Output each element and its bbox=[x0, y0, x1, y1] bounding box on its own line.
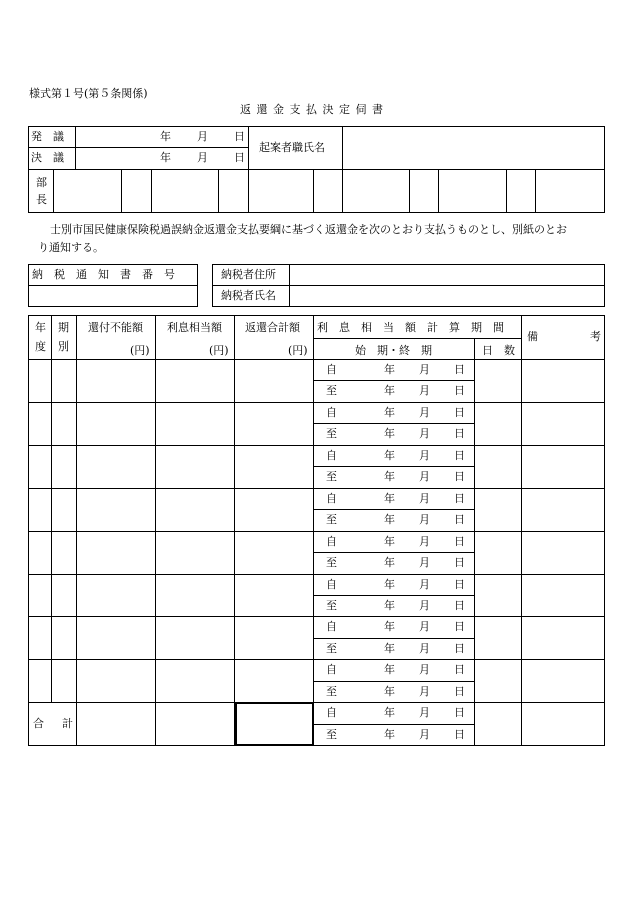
header-biko-2: 考 bbox=[590, 330, 601, 343]
ketsugi-day: 日 bbox=[234, 151, 245, 164]
period-start-label: 自 bbox=[326, 620, 337, 633]
notice-number-label: 納 税 通 知 書 番 号 bbox=[32, 268, 175, 281]
period-end-day: 日 bbox=[454, 556, 465, 569]
header-period: 利 息 相 当 額 計 算 期 間 bbox=[317, 321, 504, 334]
period-end-year: 年 bbox=[384, 470, 395, 483]
page-title: 返 還 金 支 払 決 定 伺 書 bbox=[240, 103, 384, 116]
period-start-month: 月 bbox=[419, 406, 430, 419]
header-kanpu-unit: (円) bbox=[130, 344, 150, 357]
period-end-year: 年 bbox=[384, 384, 395, 397]
header-henkan-gokei: 返還合計額 bbox=[245, 321, 300, 334]
ketsugi-year: 年 bbox=[160, 151, 171, 164]
period-start-month: 月 bbox=[419, 363, 430, 376]
hatsugi-month: 月 bbox=[197, 130, 208, 143]
period-start-year: 年 bbox=[384, 363, 395, 376]
period-start-label: 自 bbox=[326, 535, 337, 548]
period-start-month: 月 bbox=[419, 535, 430, 548]
ketsugi-month: 月 bbox=[197, 151, 208, 164]
period-start-year: 年 bbox=[384, 406, 395, 419]
period-start-month: 月 bbox=[419, 663, 430, 676]
period-end-label: 至 bbox=[326, 728, 337, 741]
period-start-month: 月 bbox=[419, 706, 430, 719]
period-end-label: 至 bbox=[326, 685, 337, 698]
period-start-day: 日 bbox=[454, 578, 465, 591]
header-rishi-soto: 利息相当額 bbox=[167, 321, 222, 334]
period-end-year: 年 bbox=[384, 427, 395, 440]
hatsugi-year: 年 bbox=[160, 130, 171, 143]
period-end-day: 日 bbox=[454, 470, 465, 483]
period-end-month: 月 bbox=[419, 728, 430, 741]
bucho-label-1: 部 bbox=[36, 176, 47, 189]
hatsugi-day: 日 bbox=[234, 130, 245, 143]
period-end-label: 至 bbox=[326, 513, 337, 526]
period-start-month: 月 bbox=[419, 449, 430, 462]
period-end-day: 日 bbox=[454, 728, 465, 741]
period-start-year: 年 bbox=[384, 492, 395, 505]
period-start-label: 自 bbox=[326, 363, 337, 376]
ketsugi-label: 決 議 bbox=[31, 151, 64, 164]
statement-line-1: 士別市国民健康保険税過誤納金返還金支払要綱に基づく返還金を次のとおり支払うものとし、別紙のとお bbox=[50, 223, 567, 236]
period-end-month: 月 bbox=[419, 642, 430, 655]
period-start-day: 日 bbox=[454, 492, 465, 505]
taxpayer-address-label: 納税者住所 bbox=[221, 268, 276, 281]
period-end-label: 至 bbox=[326, 384, 337, 397]
period-start-label: 自 bbox=[326, 449, 337, 462]
period-end-day: 日 bbox=[454, 642, 465, 655]
period-end-month: 月 bbox=[419, 513, 430, 526]
period-end-year: 年 bbox=[384, 599, 395, 612]
period-start-label: 自 bbox=[326, 663, 337, 676]
period-start-year: 年 bbox=[384, 578, 395, 591]
header-henkan-unit: (円) bbox=[288, 344, 308, 357]
period-end-day: 日 bbox=[454, 427, 465, 440]
period-start-label: 自 bbox=[326, 492, 337, 505]
header-kanpu-funo: 還付不能額 bbox=[88, 321, 143, 334]
period-start-year: 年 bbox=[384, 449, 395, 462]
period-end-month: 月 bbox=[419, 685, 430, 698]
period-end-day: 日 bbox=[454, 599, 465, 612]
period-end-label: 至 bbox=[326, 470, 337, 483]
period-start-day: 日 bbox=[454, 449, 465, 462]
total-amount-cell bbox=[235, 702, 314, 746]
header-kibetsu-1: 期 bbox=[58, 321, 69, 334]
header-nendo-2: 度 bbox=[35, 340, 46, 353]
period-end-year: 年 bbox=[384, 642, 395, 655]
statement-line-2: り通知する。 bbox=[38, 241, 104, 254]
period-end-day: 日 bbox=[454, 685, 465, 698]
taxpayer-name-label: 納税者氏名 bbox=[221, 289, 276, 302]
period-end-day: 日 bbox=[454, 384, 465, 397]
period-start-month: 月 bbox=[419, 620, 430, 633]
period-start-label: 自 bbox=[326, 578, 337, 591]
period-start-year: 年 bbox=[384, 706, 395, 719]
header-nendo-1: 年 bbox=[35, 321, 46, 334]
period-start-day: 日 bbox=[454, 535, 465, 548]
drafter-label: 起案者職氏名 bbox=[259, 141, 325, 154]
period-start-day: 日 bbox=[454, 620, 465, 633]
period-end-month: 月 bbox=[419, 470, 430, 483]
period-start-label: 自 bbox=[326, 406, 337, 419]
header-kibetsu-2: 別 bbox=[58, 340, 69, 353]
period-end-label: 至 bbox=[326, 599, 337, 612]
period-start-year: 年 bbox=[384, 663, 395, 676]
period-end-month: 月 bbox=[419, 599, 430, 612]
period-start-year: 年 bbox=[384, 535, 395, 548]
period-start-label: 自 bbox=[326, 706, 337, 719]
period-start-month: 月 bbox=[419, 578, 430, 591]
bucho-label-2: 長 bbox=[36, 193, 47, 206]
period-end-month: 月 bbox=[419, 384, 430, 397]
period-start-year: 年 bbox=[384, 620, 395, 633]
total-label-1: 合 bbox=[33, 717, 44, 730]
period-start-day: 日 bbox=[454, 363, 465, 376]
period-start-day: 日 bbox=[454, 706, 465, 719]
period-end-label: 至 bbox=[326, 427, 337, 440]
period-end-day: 日 bbox=[454, 513, 465, 526]
header-days: 日 数 bbox=[482, 344, 515, 357]
period-end-year: 年 bbox=[384, 513, 395, 526]
total-label-2: 計 bbox=[62, 717, 73, 730]
hatsugi-label: 発 議 bbox=[31, 130, 64, 143]
period-end-month: 月 bbox=[419, 427, 430, 440]
period-end-month: 月 bbox=[419, 556, 430, 569]
period-start-month: 月 bbox=[419, 492, 430, 505]
form-number: 様式第１号(第５条関係) bbox=[29, 87, 148, 100]
header-biko-1: 備 bbox=[527, 330, 538, 343]
period-end-year: 年 bbox=[384, 685, 395, 698]
period-end-label: 至 bbox=[326, 556, 337, 569]
period-end-year: 年 bbox=[384, 556, 395, 569]
period-start-day: 日 bbox=[454, 406, 465, 419]
period-start-day: 日 bbox=[454, 663, 465, 676]
period-end-label: 至 bbox=[326, 642, 337, 655]
period-end-year: 年 bbox=[384, 728, 395, 741]
header-rishi-unit: (円) bbox=[209, 344, 229, 357]
header-start-end: 始 期・終 期 bbox=[355, 344, 432, 357]
